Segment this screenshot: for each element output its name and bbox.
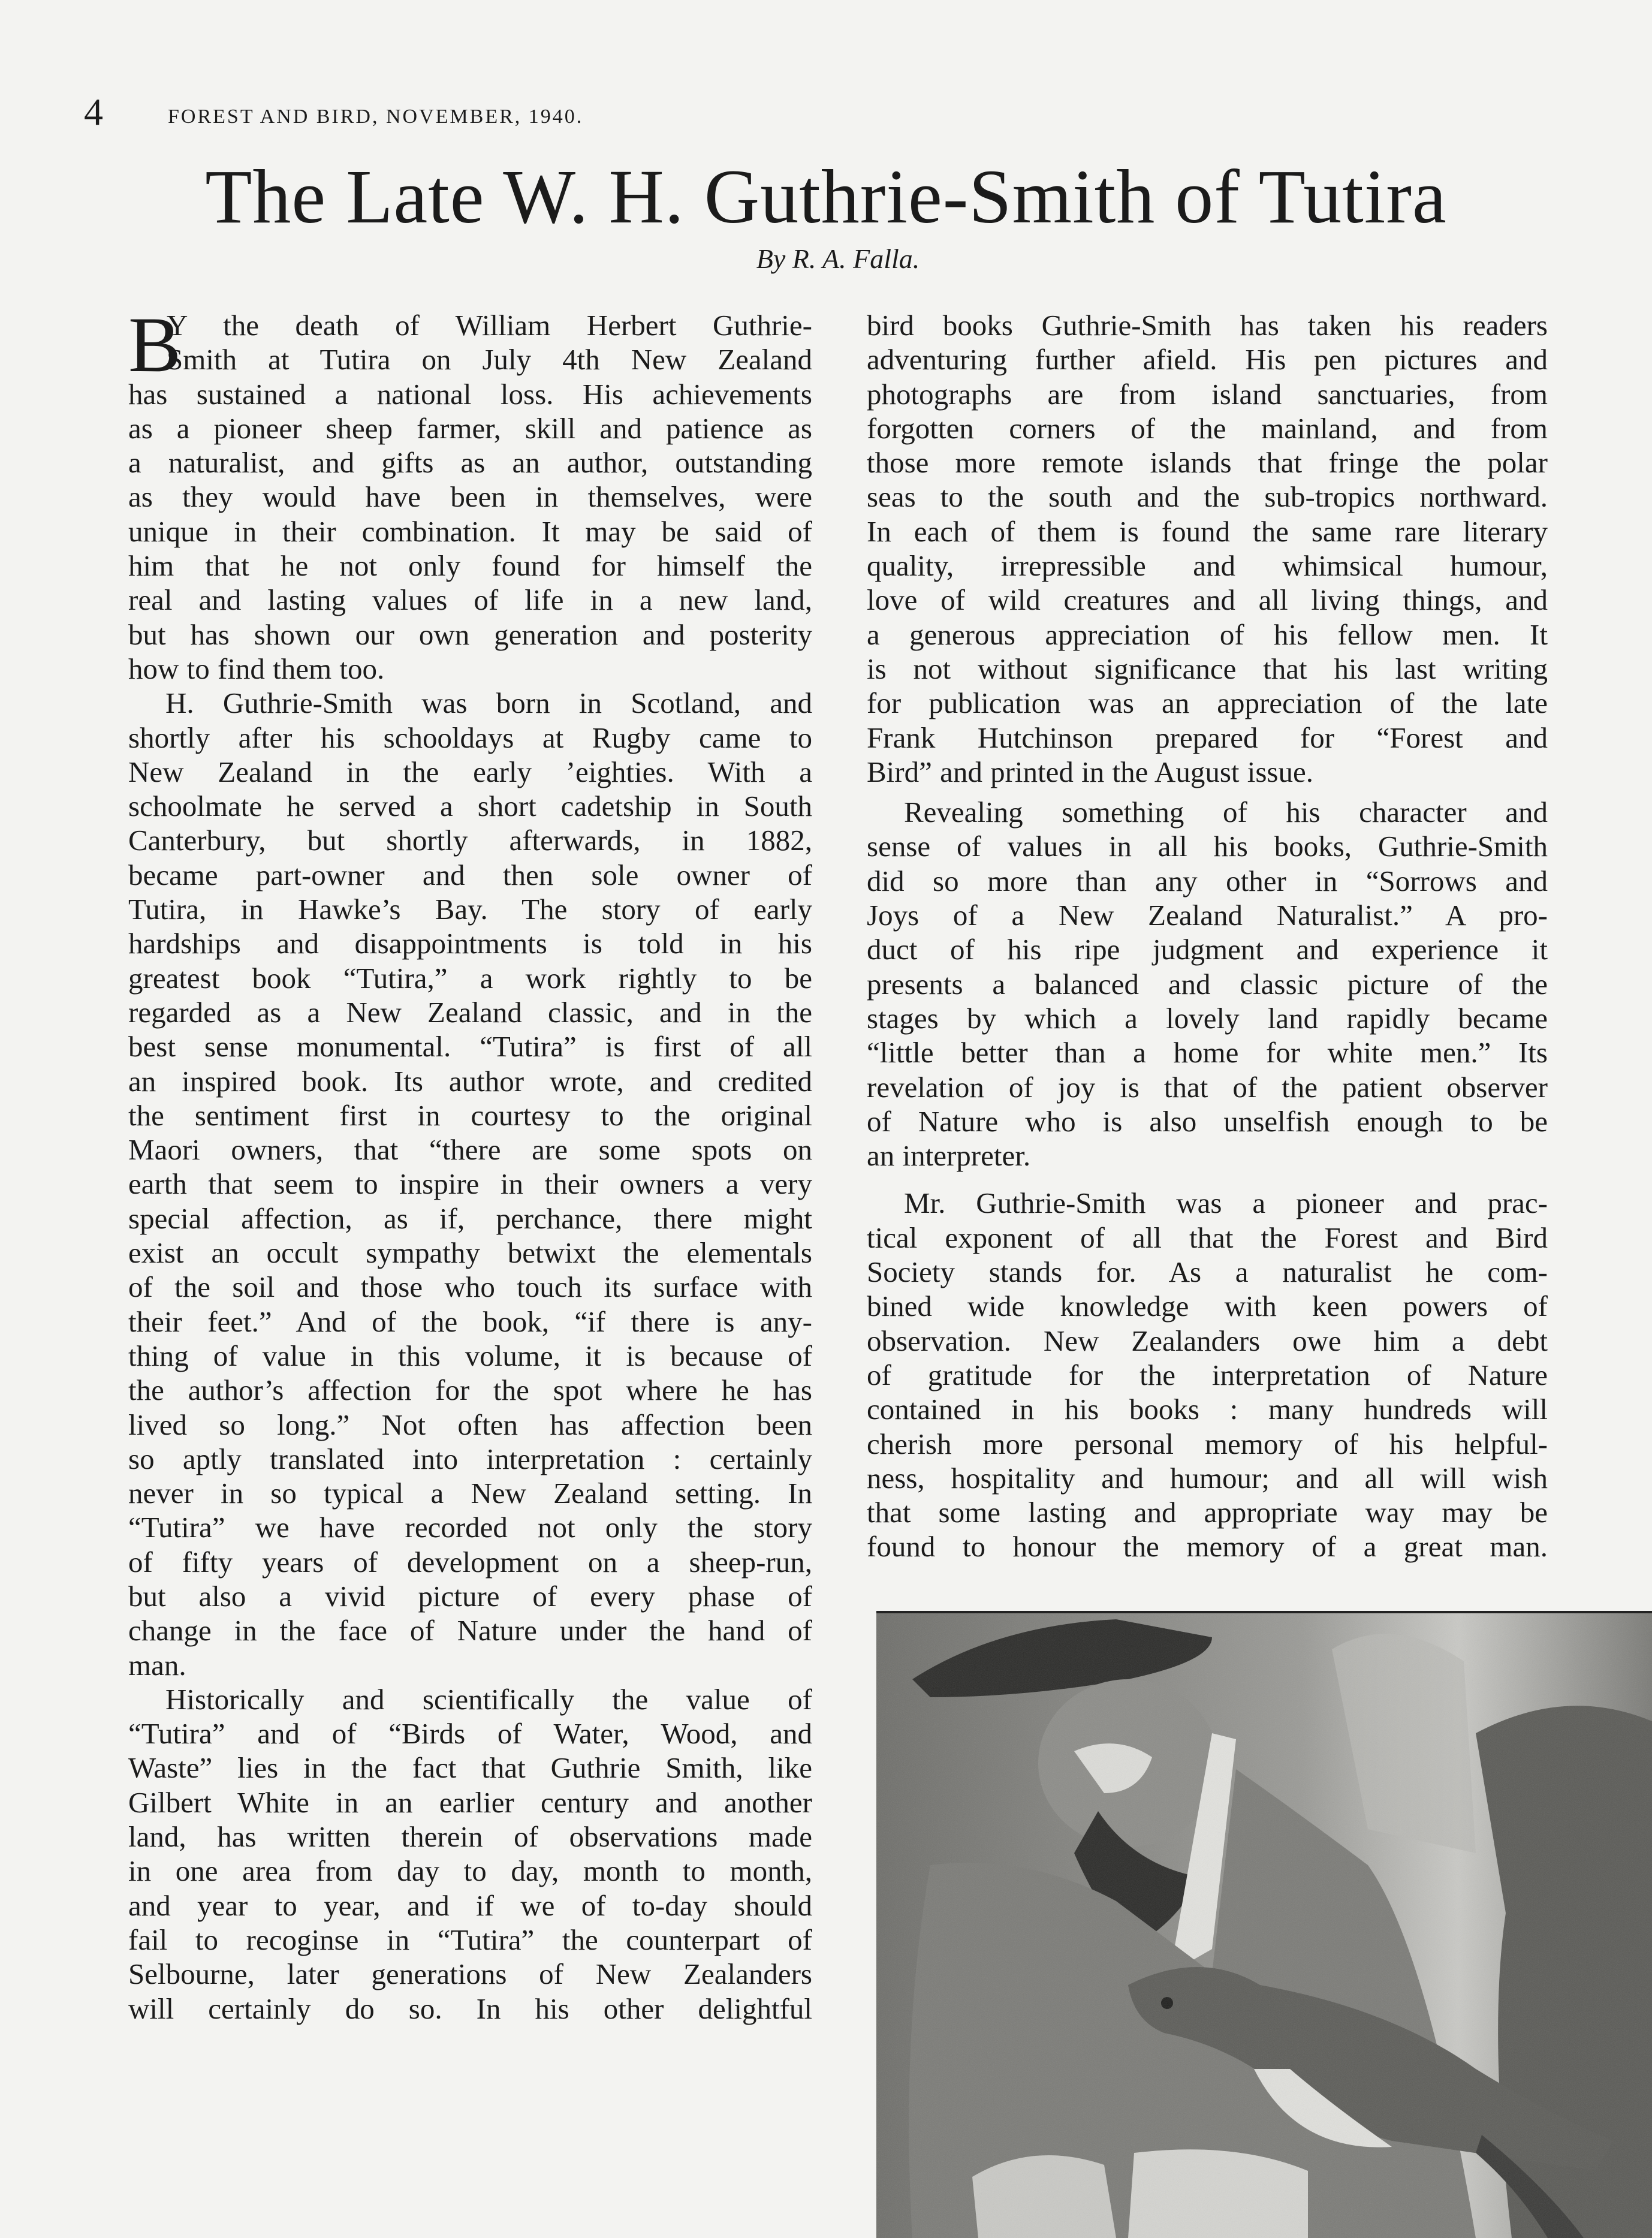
text-line: and year to year, and if we of to-day should (128, 1888, 812, 1922)
text-line: will certainly do so. In his other delightful (128, 1992, 812, 2025)
text-line: exist an occult sympathy betwixt the elementals (128, 1236, 812, 1270)
text-line: real and lasting values of life in a new land, (128, 583, 812, 617)
text-line: tical exponent of all that the Forest and Bird (867, 1221, 1548, 1254)
text-line: those more remote islands that fringe the polar (867, 446, 1548, 480)
text-line: seas to the south and the sub-tropics northward. (867, 480, 1548, 514)
paragraph (128, 686, 812, 1682)
text-line: the sentiment first in courtesy to the original (128, 1098, 812, 1132)
text-line: never in so typical a New Zealand setting. In (128, 1477, 812, 1510)
text-line: of Nature who is also unselfish enough to be (867, 1104, 1548, 1138)
text-line: Smith at Tutira on July 4th New Zealand (167, 343, 812, 376)
text-line: regarded as a New Zealand classic, and in the (128, 995, 812, 1029)
text-line: lived so long.” Not often has affection been (128, 1408, 812, 1441)
text-line: sense of values in all his books, Guthrie-Smith (867, 830, 1548, 863)
right-column (867, 308, 1548, 1564)
text-line: their feet.” And of the book, “if there is any- (128, 1305, 812, 1338)
paragraph (128, 300, 812, 686)
text-line: but also a vivid picture of every phase of (128, 1579, 812, 1613)
text-line: is not without significance that his last writing (867, 652, 1548, 685)
text-line: of the soil and those who touch its surface with (128, 1270, 812, 1304)
text-line: has sustained a national loss. His achievements (128, 377, 812, 411)
text-line: earth that seem to inspire in their owners a very (128, 1167, 812, 1201)
text-line: him that he not only found for himself the (128, 549, 812, 583)
text-line: became part-owner and then sole owner of (128, 858, 812, 891)
text-line: photographs are from island sanctuaries, from (867, 377, 1548, 411)
text-line: the author’s affection for the spot where he has (128, 1373, 812, 1407)
text-line: Gilbert White in an earlier century and another (128, 1785, 812, 1819)
text-line: land, has written therein of observations made (128, 1820, 812, 1854)
text-line: Joys of a New Zealand Naturalist.” A pro- (867, 899, 1548, 932)
text-line: found to honour the memory of a great man. (867, 1530, 1548, 1564)
text-line: Tutira, in Hawke’s Bay. The story of early (128, 893, 812, 926)
text-line: forgotten corners of the mainland, and from (867, 411, 1548, 445)
text-line: “Tutira” and of “Birds of Water, Wood, and (128, 1717, 812, 1751)
article-title: The Late W. H. Guthrie-Smith of Tutira (205, 154, 1447, 239)
left-column (128, 300, 812, 2026)
drop-cap: B (128, 300, 182, 388)
text-line: Mr. Guthrie-Smith was a pioneer and prac- (904, 1186, 1548, 1220)
text-line: bined wide knowledge with keen powers of (867, 1290, 1548, 1323)
text-line: Canterbury, but shortly afterwards, in 1882, (128, 824, 812, 857)
text-line: H. Guthrie-Smith was born in Scotland, and (165, 686, 812, 720)
text-line: special affection, as if, perchance, there might (128, 1201, 812, 1235)
text-line: cherish more personal memory of his helpful- (867, 1427, 1548, 1460)
text-line: “little better than a home for white men.” Its (867, 1036, 1548, 1070)
page-number: 4 (84, 91, 103, 133)
text-line: thing of value in this volume, it is because of (128, 1339, 812, 1372)
text-line: man. (128, 1648, 186, 1682)
text-line: ness, hospitality and humour; and all will wish (867, 1461, 1548, 1495)
text-line: for publication was an appreciation of the late (867, 686, 1548, 720)
text-line: that some lasting and appropriate way may be (867, 1496, 1548, 1529)
text-line: in one area from day to day, month to month, (128, 1854, 812, 1888)
paragraph (867, 308, 1548, 789)
text-line: unique in their combination. It may be said of (128, 514, 812, 548)
text-line: of fifty years of development on a sheep-run, (128, 1545, 812, 1579)
paragraph (128, 1682, 812, 2026)
text-line: schoolmate he served a short cadetship in South (128, 790, 812, 823)
text-line: so aptly translated into interpretation : certainly (128, 1442, 812, 1475)
text-line: adventuring further afield. His pen pictures and (867, 343, 1548, 376)
running-head: FOREST AND BIRD, NOVEMBER, 1940. (168, 106, 584, 128)
text-line: Waste” lies in the fact that Guthrie Smith, like (128, 1751, 812, 1785)
text-line: how to find them too. (128, 652, 385, 685)
paragraph (867, 795, 1548, 1173)
text-line: greatest book “Tutira,” a work rightly to be (128, 961, 812, 995)
text-line: of gratitude for the interpretation of Nature (867, 1358, 1548, 1391)
byline: By R. A. Falla. (756, 243, 920, 274)
text-line: New Zealand in the early ’eighties. With a (128, 755, 812, 788)
photograph-man-with-pigeon (876, 1611, 1652, 2238)
text-line: shortly after his schooldays at Rugby came to (128, 721, 812, 754)
text-line: Selbourne, later generations of New Zealanders (128, 1957, 812, 1991)
text-line: Revealing something of his character and (904, 796, 1548, 829)
text-line: Society stands for. As a naturalist he com- (867, 1255, 1548, 1289)
text-line: hardships and disappointments is told in his (128, 927, 812, 960)
text-line: a generous appreciation of his fellow men. It (867, 618, 1548, 651)
text-line: a naturalist, and gifts as an author, outstanding (128, 446, 812, 480)
text-line: an inspired book. Its author wrote, and credited (128, 1064, 812, 1098)
text-line: observation. New Zealanders owe him a debt (867, 1324, 1548, 1357)
text-line: presents a balanced and classic picture of the (867, 967, 1548, 1001)
text-line: as they would have been in themselves, were (128, 480, 812, 514)
text-line: as a pioneer sheep farmer, skill and patience as (128, 411, 812, 445)
text-line: change in the face of Nature under the hand of (128, 1614, 812, 1647)
text-line: did so more than any other in “Sorrows and (867, 864, 1548, 897)
text-line: “Tutira” we have recorded not only the story (128, 1511, 812, 1544)
text-line: but has shown our own generation and posterity (128, 618, 812, 651)
text-line: contained in his books : many hundreds will (867, 1393, 1548, 1426)
text-line: Bird” and printed in the August issue. (867, 755, 1313, 788)
text-line: Y the death of William Herbert Guthrie- (167, 309, 812, 342)
text-line: best sense monumental. “Tutira” is first of all (128, 1030, 812, 1064)
text-line: fail to recoginse in “Tutira” the counterpart of (128, 1923, 812, 1956)
text-line: In each of them is found the same rare literary (867, 514, 1548, 548)
text-line: Historically and scientifically the value of (165, 1682, 812, 1716)
text-line: love of wild creatures and all living things, and (867, 583, 1548, 617)
text-line: stages by which a lovely land rapidly became (867, 1001, 1548, 1035)
text-line: Frank Hutchinson prepared for “Forest and (867, 721, 1548, 754)
text-line: bird books Guthrie-Smith has taken his readers (867, 309, 1548, 342)
text-line: duct of his ripe judgment and experience it (867, 933, 1548, 966)
text-line: Maori owners, that “there are some spots on (128, 1133, 812, 1167)
text-line: revelation of joy is that of the patient observer (867, 1070, 1548, 1104)
paragraph (867, 1186, 1548, 1564)
text-line: an interpreter. (867, 1139, 1031, 1173)
text-line: quality, irrepressible and whimsical humour, (867, 549, 1548, 583)
photo-portrait-with-pigeon-icon (876, 1613, 1652, 2238)
